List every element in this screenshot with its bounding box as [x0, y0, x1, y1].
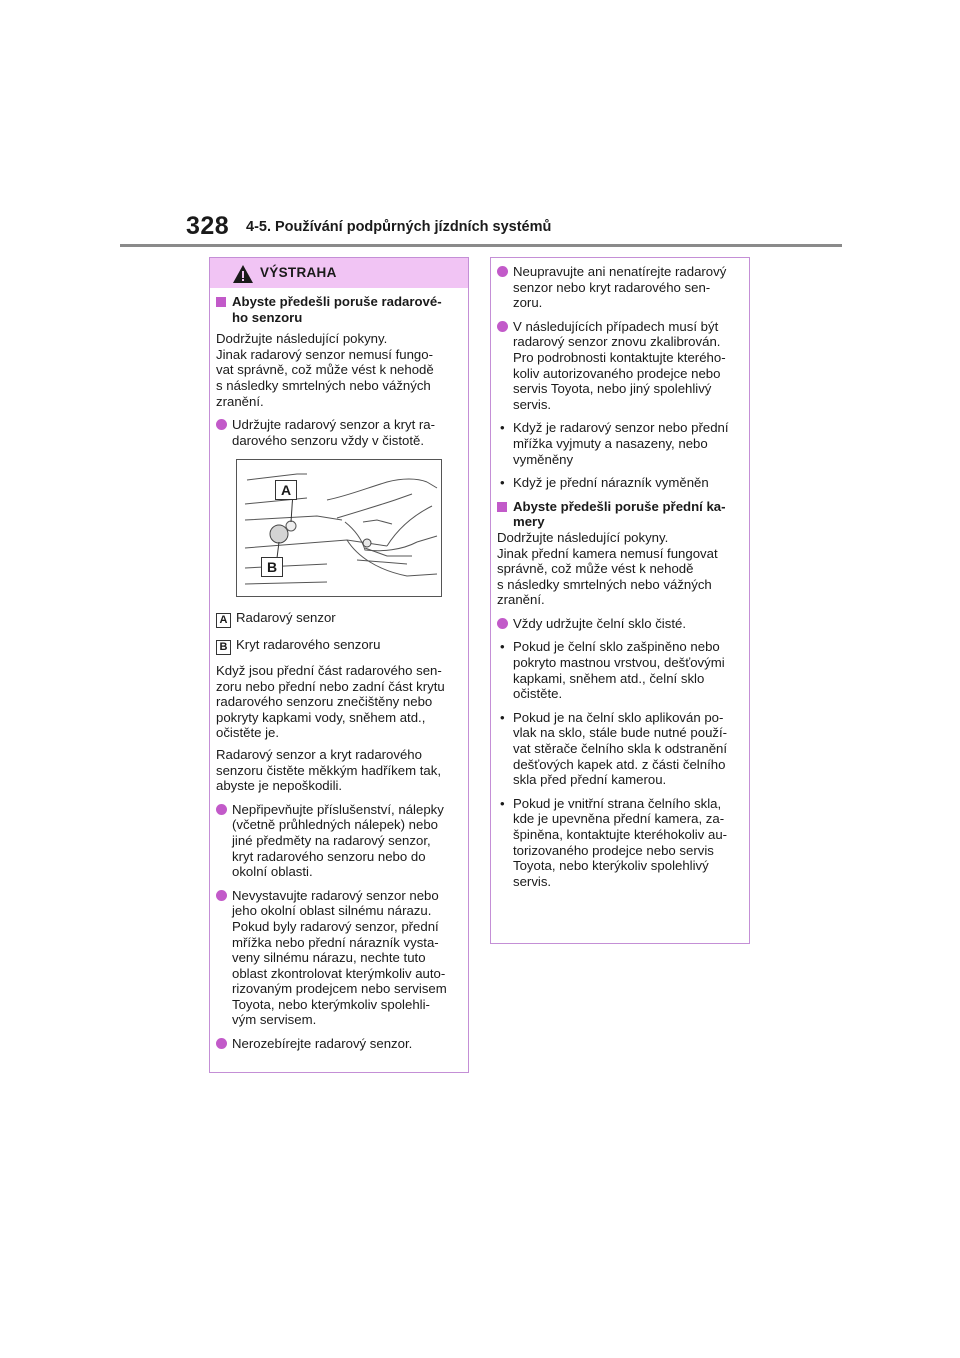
- header-rule: [120, 244, 842, 247]
- text-line: V následujících případech musí být: [513, 318, 719, 334]
- round-bullet-icon: [216, 1038, 227, 1049]
- legend-label-b-box: B: [216, 640, 231, 655]
- text-line: očistěte je.: [216, 725, 280, 741]
- text-line: Nevystavujte radarový senzor nebo: [232, 887, 439, 903]
- text-line: vat správně, což může vést k nehodě: [216, 362, 434, 378]
- legend-row-b: [216, 637, 380, 655]
- bullet-no-impact: [216, 888, 464, 1028]
- callout-a-box: A: [275, 480, 297, 500]
- section-title: 4-5. Používání podpůrných jízdních systémů: [246, 219, 552, 235]
- round-bullet-icon: [497, 618, 508, 629]
- text-line: Pokud byly radarový senzor, přední: [232, 918, 439, 934]
- round-bullet-icon: [216, 419, 227, 430]
- warning-triangle-icon: [232, 264, 254, 284]
- text-line: s následky smrtelných nebo vážných: [497, 576, 712, 592]
- text-line: servis Toyota, nebo jiný spolehlivý: [513, 381, 712, 397]
- callout-b-box: B: [261, 557, 283, 577]
- text-line: servis.: [513, 873, 552, 889]
- text-line: ho senzoru: [232, 309, 303, 325]
- page-number: 328: [186, 212, 230, 240]
- bullet-clean-windshield: [497, 616, 745, 632]
- text-line: senzoru čistěte měkkým hadříkem tak,: [216, 762, 441, 778]
- text-line: Neupravujte ani nenatírejte radarový: [513, 264, 727, 279]
- text-line: Pokud je vnitřní strana čelního skla,: [513, 795, 722, 811]
- warning-box-left: [209, 257, 469, 1073]
- text-line: Nerozebírejte radarový senzor.: [232, 1036, 413, 1052]
- text-line: mery: [513, 514, 545, 530]
- text-line: rizovaným prodejcem nebo servisem: [232, 981, 447, 997]
- text-line: mřížka nebo přední nárazník vysta-: [232, 934, 439, 950]
- dash-marker: •: [500, 420, 505, 436]
- text-line: (včetně průhledných nálepek) nebo: [232, 817, 439, 833]
- text-line: Pro podrobnosti kontaktujte kteréhо-: [513, 349, 726, 365]
- text-line: radarového senzoru znečištěny nebo: [216, 694, 433, 710]
- text-line: vlak na sklo, stále bude nutné použí-: [513, 725, 728, 741]
- text-line: dešťových kapek atd. z části čelního: [513, 756, 726, 772]
- text-line: s následky smrtelných nebo vážných: [216, 377, 431, 393]
- paragraph-soft-cloth: [216, 747, 464, 794]
- warning-box-right: [490, 257, 750, 944]
- text-line: oblast zkontrolovat kterýmkoliv auto-: [232, 965, 446, 981]
- dash-item-inner-dirty: [497, 796, 745, 890]
- text-line: vým servisem.: [232, 1012, 317, 1028]
- text-line: Když jsou přední část radarového sen-: [216, 663, 442, 678]
- text-line: Radarový senzor a kryt radarového: [216, 746, 422, 762]
- paragraph-cleaning: [216, 663, 464, 741]
- square-bullet-icon: [497, 502, 507, 512]
- square-bullet-icon: [216, 297, 226, 307]
- text-line: kde je upevněna přední kamera, za-: [513, 811, 725, 827]
- text-line: Abyste předešli poruše radarové-: [232, 294, 442, 309]
- text-line: očistěte.: [513, 686, 563, 702]
- legend-row-a: [216, 610, 336, 628]
- bullet-no-disassembly: [216, 1036, 464, 1052]
- warning-content-right: [497, 264, 745, 889]
- text-line: zoru nebo přední nebo zadní část krytu: [216, 678, 445, 694]
- text-line: abyste je nepoškodili.: [216, 778, 343, 794]
- text-line: Udržujte radarový senzor a kryt ra-: [232, 417, 436, 433]
- text-line: skla před přední kamerou.: [513, 772, 667, 788]
- text-line: pokryto mastnou vrstvou, dešťovými: [513, 655, 725, 671]
- text-line: Dodržujte následující pokyny.: [497, 529, 669, 545]
- text-line: darového senzoru vždy v čistotě.: [232, 432, 425, 448]
- text-line: Dodržujte následující pokyny.: [216, 331, 388, 347]
- text-line: servis.: [513, 396, 552, 412]
- round-bullet-icon: [216, 804, 227, 815]
- text-line: Když je přední nárazník vyměněn: [513, 475, 709, 491]
- dash-item-dirty-windshield: [497, 639, 745, 701]
- text-line: mřížka vyjmuty a nasazeny, nebo: [513, 435, 708, 451]
- heading-front-camera: [497, 499, 745, 530]
- text-line: Vždy udržujte čelní sklo čisté.: [513, 615, 686, 631]
- text-line: Jinak přední kamera nemusí fungovat: [497, 545, 718, 561]
- text-line: radarový senzor znovu zkalibrován.: [513, 334, 721, 350]
- text-line: senzor nebo kryt radarového sen-: [513, 279, 711, 295]
- text-line: zranění.: [216, 393, 264, 409]
- radar-sensor-figure: [236, 459, 442, 597]
- text-line: kapkami, sněhem atd., čelní sklo: [513, 670, 705, 686]
- text-line: Toyota, nebo kterýkoliv spolehlivý: [513, 858, 709, 874]
- text-line: Když je radarový senzor nebo přední: [513, 420, 729, 436]
- text-line: vyměněny: [513, 451, 574, 467]
- dash-item-grille: [497, 420, 745, 467]
- legend-label-b-text: Kryt radarového senzoru: [236, 637, 381, 652]
- text-line: okolní oblasti.: [232, 864, 313, 880]
- heading-radar-sensor: [216, 294, 464, 325]
- bullet-no-accessories: [216, 802, 464, 880]
- text-line: Nepřipevňujte příslušenství, nálepky: [232, 801, 444, 817]
- dash-marker: •: [500, 639, 505, 655]
- text-line: špiněna, kontaktujte kteréhokoliv au-: [513, 827, 728, 842]
- text-line: torizovaného prodejce nebo servis: [513, 842, 714, 858]
- legend-label-a-text: Radarový senzor: [236, 610, 336, 625]
- paragraph-camera-instructions: [497, 530, 745, 608]
- text-line: veny silnému nárazu, nechte tuto: [232, 950, 426, 966]
- text-line: Toyota, nebo kterýmkoliv spolehli-: [232, 996, 430, 1012]
- dash-marker: •: [500, 795, 505, 811]
- text-line: Abyste předešli poruše přední ka-: [513, 498, 726, 514]
- dash-item-glass-coating: [497, 710, 745, 788]
- text-line: jiné předměty na radarový senzor,: [232, 832, 431, 848]
- text-line: jeho okolní oblast silnému nárazu.: [232, 903, 432, 919]
- warning-header: [210, 258, 468, 288]
- text-line: Pokud je čelní sklo zašpiněno nebo: [513, 639, 720, 655]
- warning-title: VÝSTRAHA: [260, 265, 337, 280]
- text-line: kryt radarového senzoru nebo do: [232, 848, 426, 864]
- warning-content-bottom: [216, 663, 464, 1052]
- dash-item-bumper: [497, 475, 745, 491]
- warning-content-top: [216, 294, 464, 448]
- text-line: pokryty kapkami vody, sněhem atd.,: [216, 709, 426, 725]
- bullet-no-modify: [497, 264, 745, 311]
- round-bullet-icon: [497, 321, 508, 332]
- dash-marker: •: [500, 475, 505, 491]
- round-bullet-icon: [497, 266, 508, 277]
- text-line: zoru.: [513, 295, 543, 311]
- text-line: Pokud je na čelní sklo aplikován po-: [513, 709, 724, 725]
- paragraph-instructions: [216, 331, 464, 409]
- text-line: Jinak radarový senzor nemusí fungo-: [216, 346, 433, 362]
- bullet-keep-clean: [216, 417, 464, 448]
- dash-marker: •: [500, 709, 505, 725]
- text-line: správně, což může vést k nehodě: [497, 561, 694, 577]
- text-line: koliv autorizovaného prodejce nebo: [513, 365, 721, 381]
- text-line: vat stěrače čelního skla k odstranění: [513, 741, 728, 757]
- text-line: zranění.: [497, 592, 545, 608]
- bullet-recalibration: [497, 319, 745, 413]
- round-bullet-icon: [216, 890, 227, 901]
- legend-label-a-box: A: [216, 613, 231, 628]
